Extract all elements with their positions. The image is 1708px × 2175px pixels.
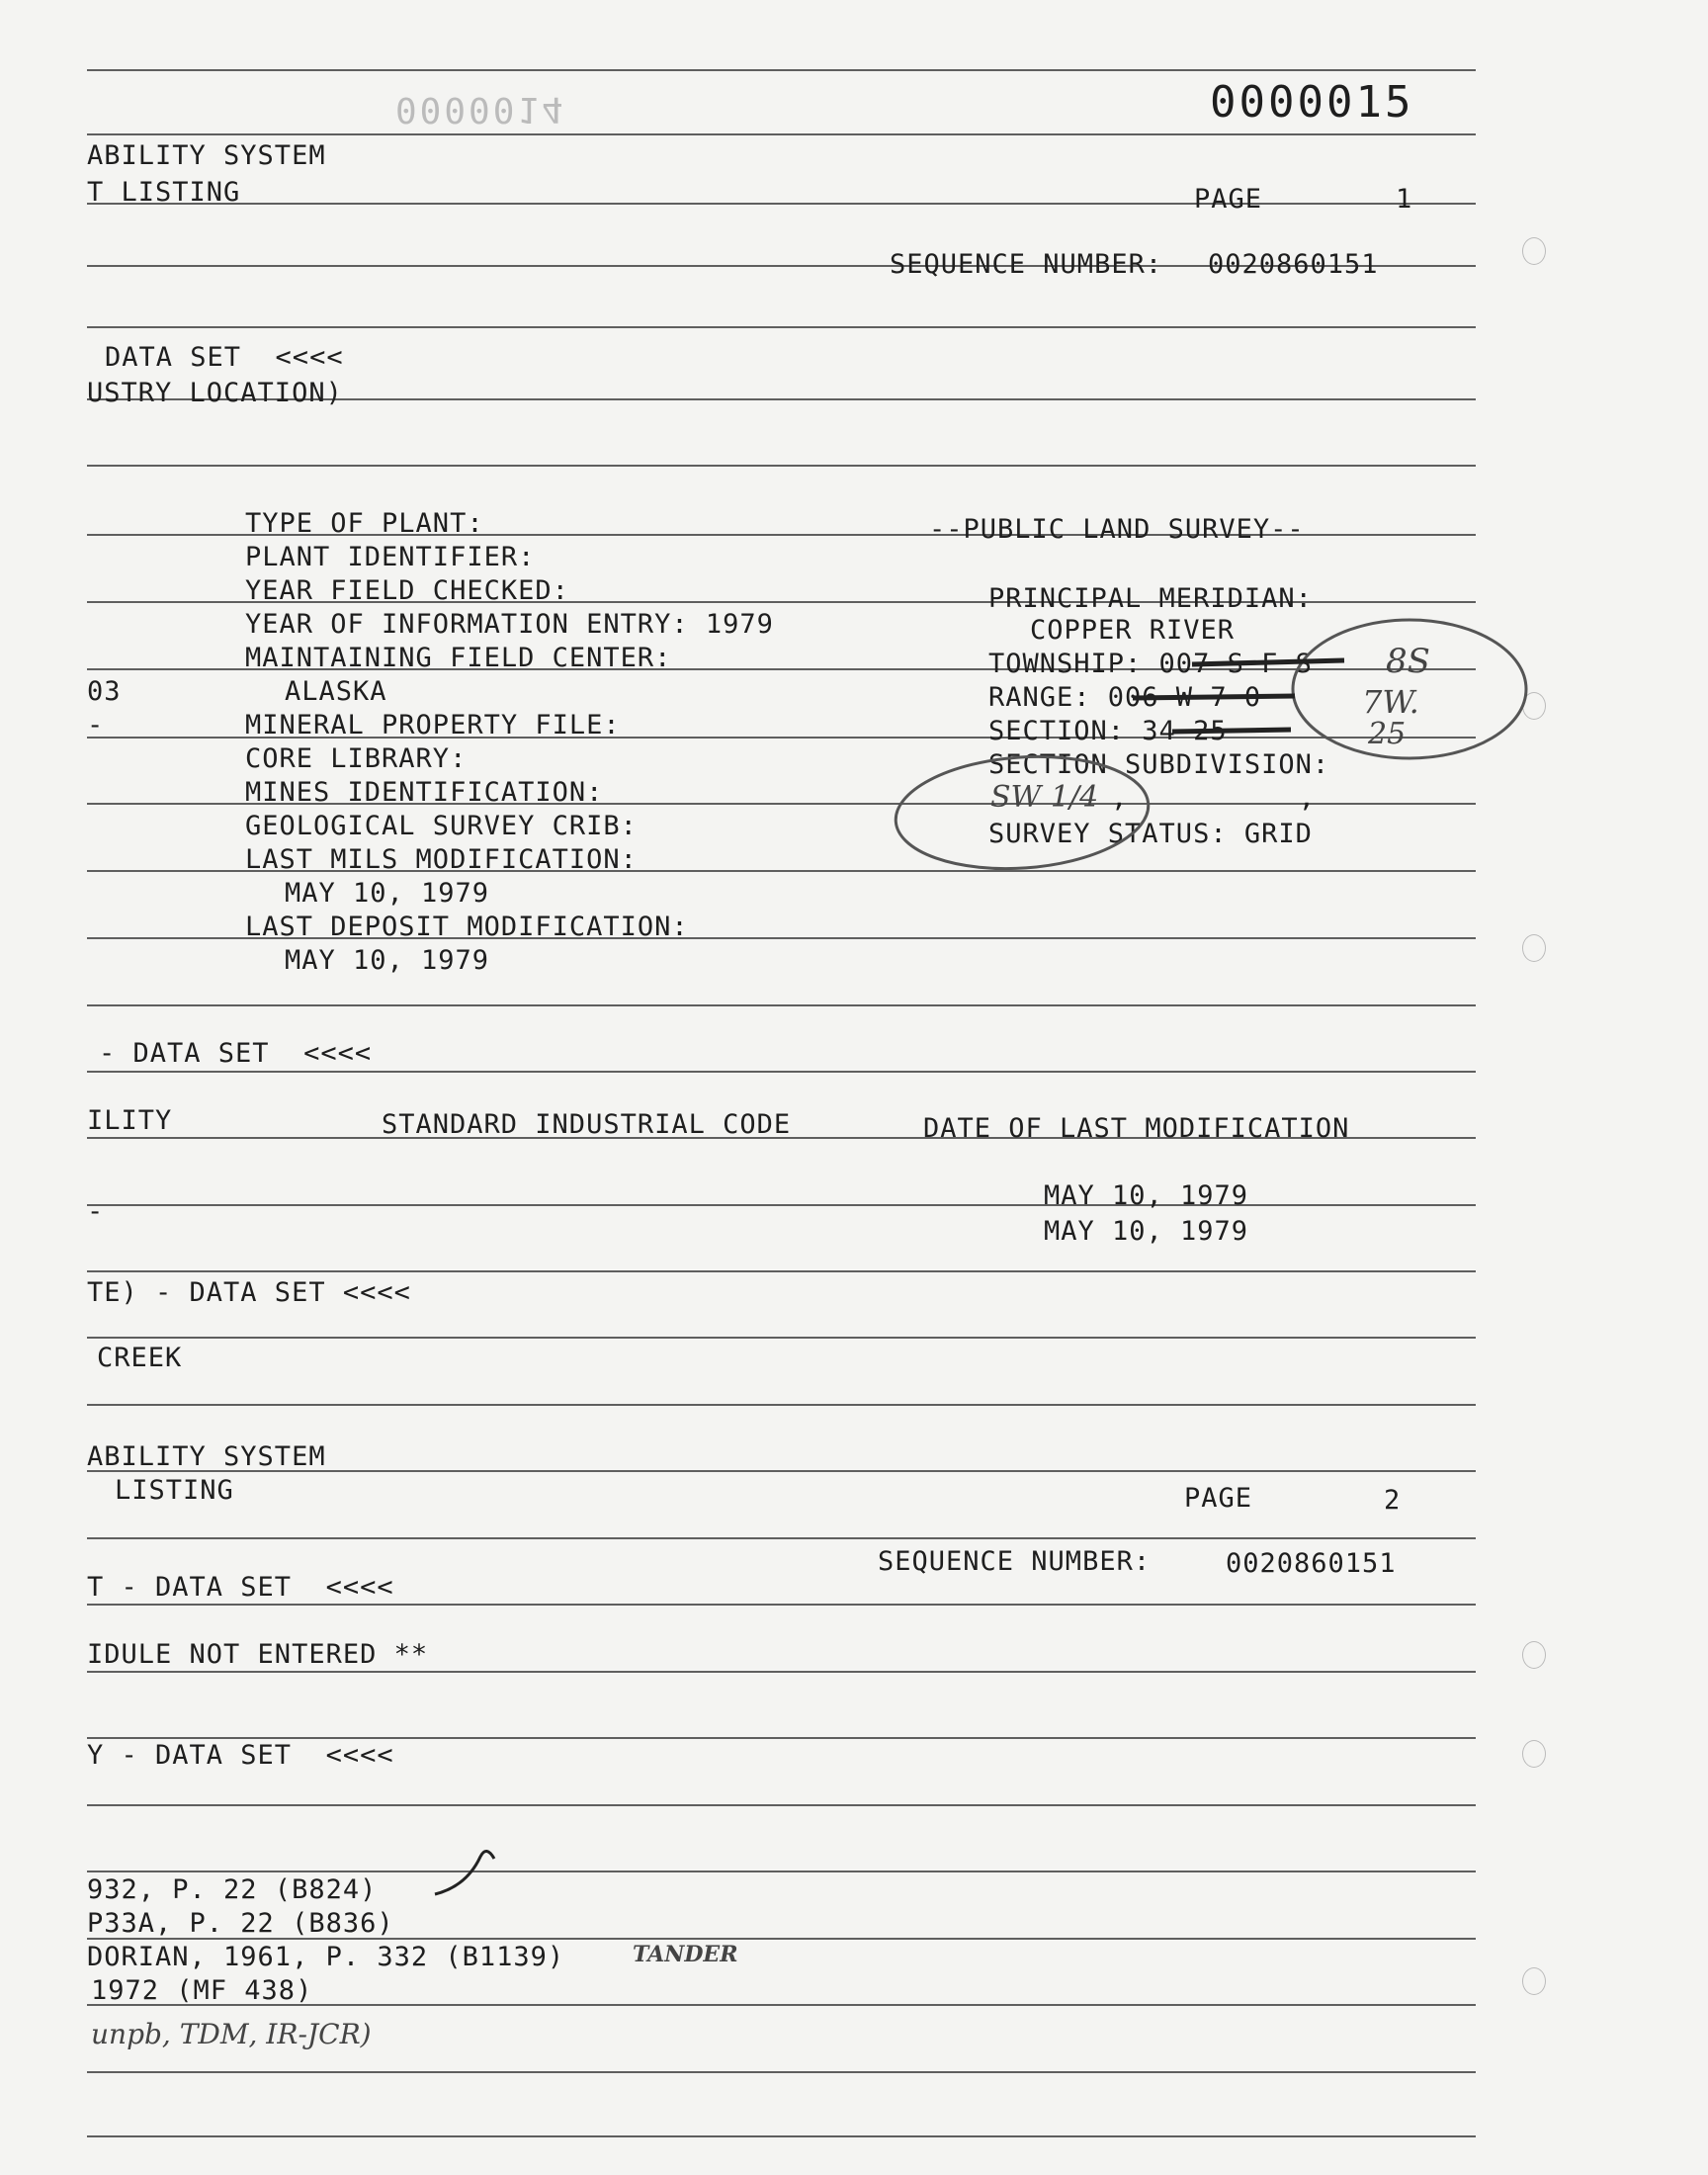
handwritten-annotation: TANDER	[633, 1942, 738, 1967]
handwritten-footnote: unpb, TDM, IR-JCR)	[91, 2018, 372, 2050]
maintaining-center-value: ALASKA	[285, 676, 387, 707]
page2-listing-title: LISTING	[115, 1475, 234, 1506]
principal-meridian: PRINCIPAL MERIDIAN:	[988, 583, 1313, 614]
handwritten-section: 25	[1368, 717, 1407, 751]
name-heading: TE) - DATA SET <<<<	[87, 1277, 411, 1308]
system-title: ABILITY SYSTEM	[87, 140, 326, 171]
mines-identification: MINES IDENTIFICATION:	[245, 777, 604, 808]
name-value: CREEK	[97, 1343, 183, 1373]
year-field-checked: YEAR FIELD CHECKED:	[245, 575, 569, 606]
page2-sequence-number: 0020860151	[1226, 1548, 1397, 1579]
strike-mark	[1172, 730, 1291, 732]
section: SECTION: 34 25	[988, 716, 1228, 746]
check-mark	[435, 1851, 494, 1894]
maintaining-center: MAINTAINING FIELD CENTER:	[245, 643, 672, 673]
plant-identifier: PLANT IDENTIFIER:	[245, 542, 536, 572]
last-deposit-date: MAY 10, 1979	[285, 945, 490, 976]
reference-heading: Y - DATA SET <<<<	[87, 1740, 394, 1771]
sequence-number: 0020860151	[1208, 249, 1379, 280]
survey-status: SURVEY STATUS: GRID	[988, 819, 1313, 849]
column-sic: STANDARD INDUSTRIAL CODE	[382, 1109, 792, 1140]
section-subdivision: SECTION SUBDIVISION:	[988, 749, 1330, 780]
handwritten-township: 8S	[1386, 642, 1430, 681]
sequence-label: SEQUENCE NUMBER:	[890, 249, 1163, 280]
page2-sequence-label: SEQUENCE NUMBER:	[878, 1546, 1152, 1577]
commodity-date-1: MAY 10, 1979	[1044, 1180, 1249, 1211]
page2-dataset-heading: T - DATA SET <<<<	[87, 1572, 394, 1603]
location-subheading: USTRY LOCATION)	[87, 378, 343, 408]
range: RANGE: 006 W 7 0	[988, 682, 1262, 713]
left-fragment-03: 03	[87, 676, 122, 707]
subdivision-commas: , ,	[1111, 783, 1317, 814]
type-of-plant: TYPE OF PLANT:	[245, 508, 484, 539]
strike-mark	[1192, 660, 1344, 664]
listing-title: T LISTING	[87, 177, 241, 208]
geological-survey-crib: GEOLOGICAL SURVEY CRIB:	[245, 811, 638, 841]
last-deposit-modification: LAST DEPOSIT MODIFICATION:	[245, 912, 689, 942]
circle-mark	[892, 748, 1152, 877]
core-library: CORE LIBRARY:	[245, 743, 468, 774]
left-fragment-dash: -	[87, 710, 105, 740]
reference-item: P33A, P. 22 (B836)	[87, 1908, 394, 1939]
page-number: 1	[1396, 184, 1413, 215]
survey-heading: --PUBLIC LAND SURVEY--	[929, 514, 1305, 545]
last-mils-date: MAY 10, 1979	[285, 878, 490, 909]
commodity-date-2: MAY 10, 1979	[1044, 1216, 1249, 1247]
circle-mark	[1293, 620, 1526, 758]
handwritten-subdivision: SW 1/4	[990, 780, 1099, 815]
commodity-heading: - DATA SET <<<<	[99, 1038, 373, 1069]
column-date-modified: DATE OF LAST MODIFICATION	[923, 1113, 1350, 1144]
reference-item: 932, P. 22 (B824)	[87, 1874, 378, 1905]
page-label: PAGE	[1194, 184, 1263, 215]
page2-page-number: 2	[1384, 1485, 1402, 1516]
document-number: 0000015	[1210, 77, 1414, 128]
commodity-left-fragment: -	[87, 1196, 105, 1227]
page2-page-label: PAGE	[1184, 1483, 1253, 1514]
township: TOWNSHIP: 007 S F S	[988, 649, 1313, 679]
schedule-note: IDULE NOT ENTERED **	[87, 1639, 429, 1670]
handwritten-range: 7W.	[1362, 683, 1419, 721]
strike-mark	[1133, 696, 1295, 698]
year-info-entry: YEAR OF INFORMATION ENTRY: 1979	[245, 609, 774, 640]
reference-item: 1972 (MF 438)	[91, 1975, 313, 2006]
location-heading: DATA SET <<<<	[105, 342, 344, 373]
reference-item: DORIAN, 1961, P. 332 (B1139)	[87, 1942, 565, 1972]
meridian-value: COPPER RIVER	[1030, 615, 1236, 646]
last-mils-modification: LAST MILS MODIFICATION:	[245, 844, 638, 875]
mineral-property-file: MINERAL PROPERTY FILE:	[245, 710, 621, 740]
ghost-number: 0000014	[395, 89, 566, 130]
page2-system-title: ABILITY SYSTEM	[87, 1441, 326, 1472]
column-ility: ILITY	[87, 1105, 173, 1136]
